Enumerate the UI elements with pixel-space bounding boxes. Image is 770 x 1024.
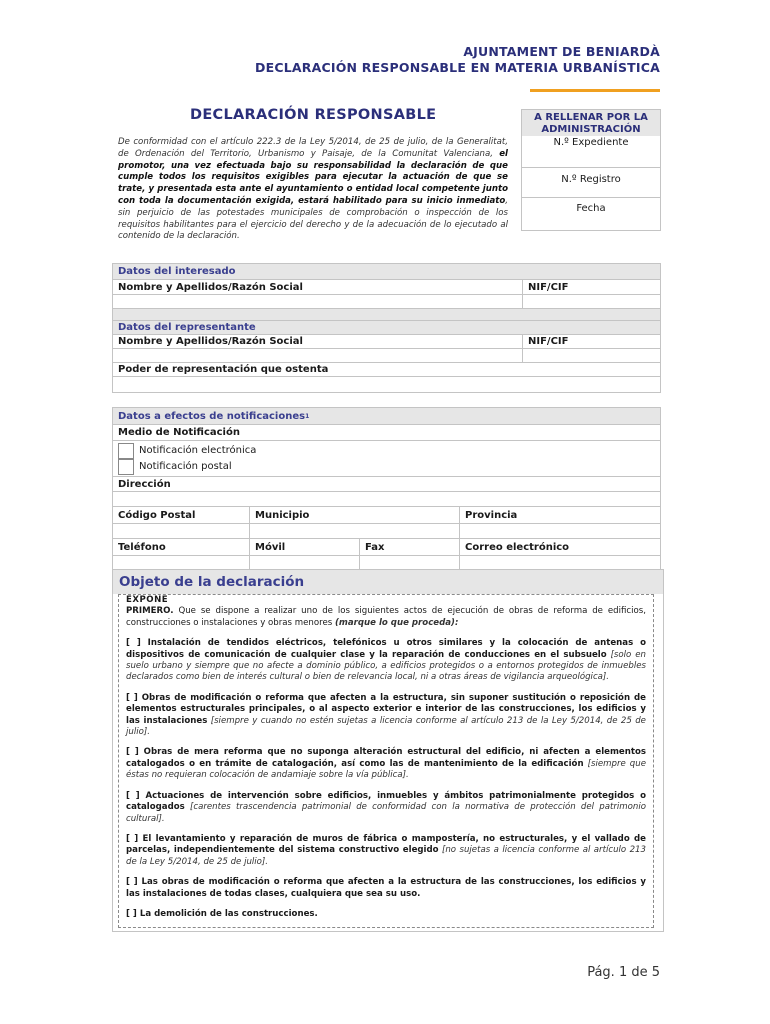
option-modificacion-note: [siempre y cuando no estén sujetas a licencia conforme al artículo 213 de la Ley 5/2014, de 25 de julio]. (126, 715, 646, 738)
section-interesado (113, 264, 660, 280)
representante-labels-row (113, 335, 660, 349)
page-number: Pág. 1 de 5 (587, 965, 660, 980)
header-document-type: DECLARACIÓN RESPONSABLE EN MATERIA URBANÍSTICA (255, 60, 660, 75)
direccion-value-row (113, 492, 660, 507)
medio-options (113, 441, 660, 477)
poder-value-row (113, 377, 660, 392)
admin-fecha-field[interactable] (522, 198, 660, 230)
option-tendidos-note: [solo en suelo urbano y siempre que no afecte a dominio público, a edificios protegidos o a entornos protegidos de inmuebles declarados como bien de interés cultural o bien de relevancia local, ni a otras áreas de vigilancia arqueológica]. (126, 649, 646, 683)
correo-label: Correo electrónico (465, 541, 570, 553)
provincia-input[interactable] (460, 524, 660, 538)
direccion-label-row (113, 477, 660, 492)
notification-table (112, 407, 661, 571)
admin-box-heading: A RELLENAR POR LA ADMINISTRACIÓN (522, 110, 660, 136)
poder-label: Poder de representación que ostenta (118, 364, 329, 375)
objeto-title: Objeto de la declaración (113, 570, 663, 594)
section-interesado-title: Datos del interesado (118, 266, 236, 277)
medio-label-row (113, 425, 660, 441)
option-postal-label: Notificación postal (139, 461, 232, 472)
primero-hint: (marque lo que proceda): (334, 617, 459, 628)
fax-input[interactable] (360, 556, 460, 570)
header-accent-line (530, 89, 660, 92)
telefono-label: Teléfono (113, 539, 250, 555)
option-reforma-estructura[interactable] (126, 877, 646, 900)
option-electronica[interactable] (113, 443, 660, 459)
municipio-label: Municipio (250, 507, 460, 523)
interesado-nif-input[interactable] (523, 295, 660, 308)
interesado-name-input[interactable] (113, 295, 523, 308)
footnote-marker: 1 (305, 412, 310, 420)
applicant-table (112, 263, 661, 393)
admin-box (521, 109, 661, 231)
poder-input[interactable] (113, 377, 660, 392)
admin-registro-field[interactable] (522, 168, 660, 198)
objeto-content (118, 594, 654, 928)
option-mera-reforma-note: [siempre que éstas no requieran colocación de andamiaje sobre la vía pública]. (126, 758, 646, 781)
option-tendidos[interactable] (126, 638, 646, 684)
phone-labels-row (113, 539, 660, 556)
option-mera-reforma-text: [ ] Obras de mera reforma que no suponga alteración estructural del edificio, ni afecten a elementos catalogados o en trámite de catalogación, así como las de mantenimiento de la edificación (126, 747, 646, 769)
admin-fecha-label: Fecha (576, 203, 606, 214)
option-electronica-label: Notificación electrónica (139, 445, 257, 456)
option-patrimonio-note: [carentes trascendencia patrimonial de conformidad con la normativa de protección del patrimonio cultural]. (126, 802, 646, 824)
section-notificaciones (113, 408, 660, 425)
intro-text-2: , sin perjuicio de las potestades municipales de comprobación o inspección de los requisitos habilitantes para el ejercicio del derecho y de la adecuación de lo ejecutado al contenido de la declaración. (118, 195, 508, 242)
representante-name-label: Nombre y Apellidos/Razón Social (113, 335, 523, 348)
movil-input[interactable] (250, 556, 360, 570)
admin-expediente-field[interactable] (522, 136, 660, 168)
admin-registro-label: N.º Registro (561, 174, 621, 185)
intro-text-bold: el promotor, una vez efectuada bajo su responsabilidad la declaración de que cumple todos los requisitos exigibles para ejecutar la actuación de que se trate, y presentada esta ante el ayuntamiento o entidad local competente junto con toda la documentación exigida, estará habilitado para su inicio inmediato (118, 148, 508, 206)
representante-name-input[interactable] (113, 349, 523, 362)
phone-values-row (113, 556, 660, 570)
movil-label: Móvil (250, 539, 360, 555)
interesado-values-row (113, 295, 660, 309)
provincia-label: Provincia (465, 509, 518, 521)
option-muros-text: [ ] El levantamiento y reparación de muros de fábrica o mampostería, no estructurales, y el vallado de parcelas, independientemente del sistema constructivo elegido (126, 833, 646, 856)
expone-heading: EXPONE (126, 595, 169, 605)
option-demolicion-text: [ ] La demolición de las construcciones. (126, 908, 318, 919)
telefono-input[interactable] (113, 556, 250, 570)
checkbox-postal[interactable] (118, 459, 134, 475)
option-demolicion[interactable] (126, 909, 646, 920)
cp-values-row (113, 524, 660, 539)
option-modificacion-estructura[interactable] (126, 693, 646, 739)
medio-label: Medio de Notificación (118, 427, 240, 438)
option-muros[interactable] (126, 834, 646, 868)
cp-labels-row (113, 507, 660, 524)
declaration-title: DECLARACIÓN RESPONSABLE (190, 107, 437, 123)
section-representante (113, 321, 660, 335)
option-patrimonio-text: [ ] Actuaciones de intervención sobre edificios, inmuebles y ámbitos patrimonialmente protegidos o catalogados (126, 790, 646, 813)
primero-text: Que se dispone a realizar uno de los siguientes actos de ejecución de obras de reforma de edificios, construcciones o instalaciones y obras menores (126, 606, 646, 628)
cp-input[interactable] (113, 524, 250, 538)
primero-label: PRIMERO. (126, 606, 174, 617)
section-notificaciones-title (113, 408, 660, 424)
representante-nif-input[interactable] (523, 349, 660, 362)
option-reforma-estructura-text: [ ] Las obras de modificación o reforma que afecten a la estructura de las construcciones, los edificios y las instalaciones de todas clases, cualquiera que sea su uso. (126, 877, 646, 899)
option-tendidos-text: [ ] Instalación de tendidos eléctricos, telefónicos u otros similares y la colocación de antenas o dispositivos de comunicación de cualquier clase y la reparación de conducciones en el subsuelo (126, 638, 646, 660)
declaration-intro (118, 137, 508, 243)
spacer-row (113, 309, 660, 321)
checkbox-electronica[interactable] (118, 443, 134, 459)
direccion-label: Dirección (118, 478, 171, 490)
document-header (255, 44, 660, 76)
interesado-nif-label: NIF/CIF (528, 281, 569, 293)
poder-label-row (113, 363, 660, 377)
primero-paragraph (126, 606, 646, 629)
representante-nif-label: NIF/CIF (528, 336, 569, 347)
fax-label: Fax (360, 539, 460, 555)
option-postal[interactable] (113, 459, 660, 475)
option-modificacion-text: [ ] Obras de modificación o reforma que afecten a la estructura, sin suponer sustitución o reposición de elementos estructurales principales, o al aspecto exterior e interior de las construcciones, los edificios y las instalaciones (126, 692, 646, 726)
header-municipality: AJUNTAMENT DE BENIARDÀ (463, 44, 660, 59)
objeto-section (112, 569, 664, 932)
intro-text-1: De conformidad con el artículo 222.3 de la Ley 5/2014, de 25 de julio, de la Generalitat, de Ordenación del Territorio, Urbanismo y Paisaje, de la Comunitat Valenciana, (118, 137, 508, 159)
admin-expediente-label: N.º Expediente (553, 137, 629, 148)
direccion-input[interactable] (113, 492, 660, 506)
section-representante-title: Datos del representante (118, 322, 256, 333)
cp-label: Código Postal (113, 507, 250, 523)
option-mera-reforma[interactable] (126, 747, 646, 781)
municipio-input[interactable] (250, 524, 460, 538)
option-patrimonio[interactable] (126, 791, 646, 825)
correo-input[interactable] (460, 556, 660, 570)
option-muros-note: [no sujetas a licencia conforme al artículo 213 de la Ley 5/2014, de 25 de julio]. (126, 845, 646, 867)
interesado-name-label: Nombre y Apellidos/Razón Social (113, 280, 523, 294)
section-notificaciones-label: Datos a efectos de notificaciones (118, 410, 306, 422)
representante-values-row (113, 349, 660, 363)
interesado-labels-row (113, 280, 660, 295)
